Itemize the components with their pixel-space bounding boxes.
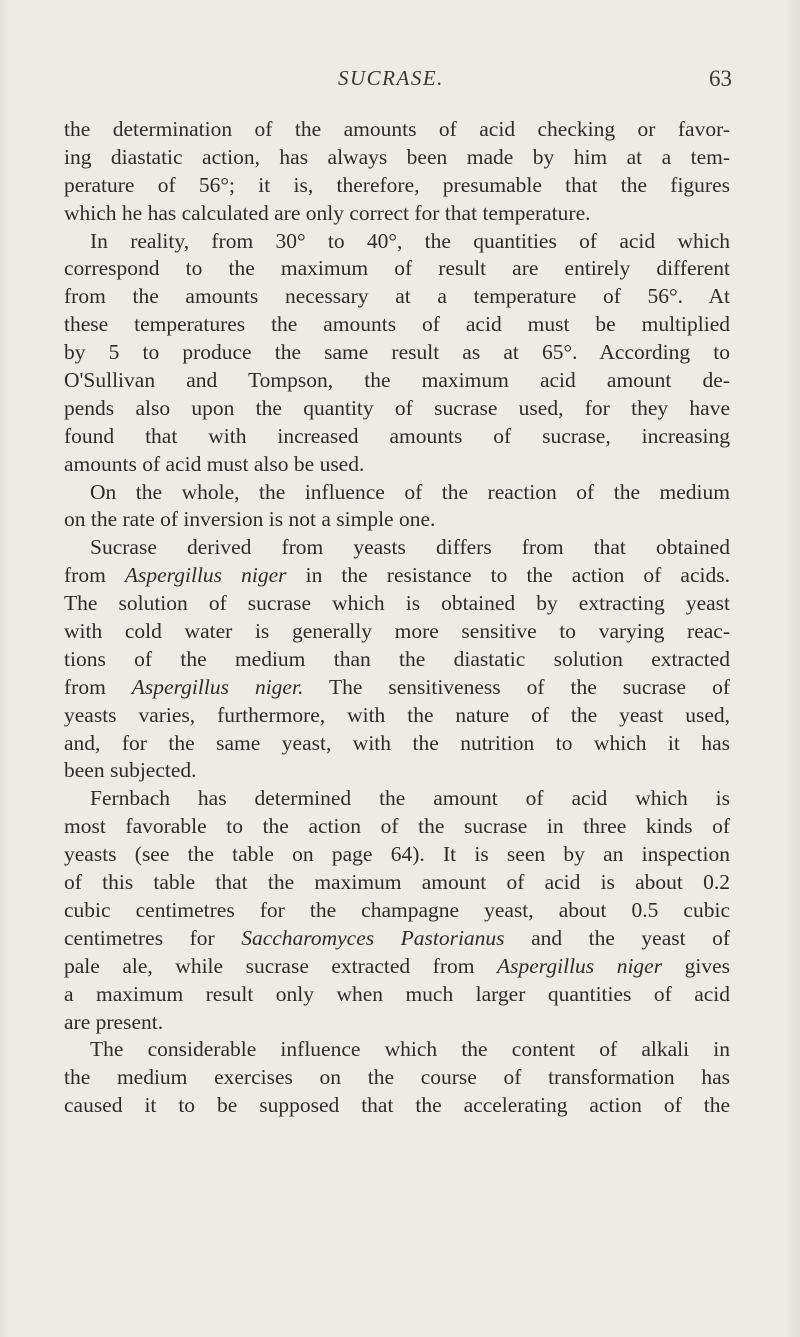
text-line — [64, 1064, 730, 1092]
text-line — [64, 228, 730, 256]
italic-text-segment: Aspergillus niger — [497, 953, 663, 978]
text-segment: which he has calculated are only correct for that temperature. — [64, 200, 591, 225]
text-segment: In reality, from 30° to 40°, the quantities of acid which — [90, 228, 730, 253]
text-segment: cubic centimetres for the champagne yeast, about 0.5 cubic — [64, 897, 730, 922]
text-segment: On the whole, the influence of the reaction of the medium — [90, 479, 730, 504]
text-segment: caused it to be supposed that the accelerating action of the — [64, 1093, 730, 1118]
text-segment: The sensitiveness of the sucrase of — [303, 674, 730, 699]
text-line — [64, 757, 730, 785]
text-line — [64, 200, 730, 228]
text-segment: The solution of sucrase which is obtained by extracting yeast — [64, 591, 730, 616]
text-segment: are present. — [64, 1009, 164, 1034]
text-line — [64, 534, 730, 562]
page-gutter-shadow — [0, 0, 10, 1337]
text-line — [64, 841, 730, 869]
text-segment: from the amounts necessary at a temperature of 56°. At — [64, 284, 730, 309]
text-line — [64, 925, 730, 953]
text-line — [64, 953, 730, 981]
text-segment: pends also upon the quantity of sucrase used, for they have — [64, 395, 730, 420]
text-line — [64, 730, 730, 758]
text-segment: from — [64, 563, 125, 588]
page-number: 63 — [709, 66, 732, 91]
text-segment: correspond to the maximum of result are entirely different — [64, 256, 730, 281]
text-segment: gives — [662, 953, 730, 978]
running-head — [0, 66, 800, 96]
text-segment: Fernbach has determined the amount of acid which is — [90, 786, 730, 811]
text-line — [64, 311, 730, 339]
text-segment: by 5 to produce the same result as at 65°. According to — [64, 340, 730, 365]
text-line — [64, 590, 730, 618]
text-line — [64, 618, 730, 646]
body-text — [64, 116, 730, 1120]
text-segment: The considerable influence which the content of alkali in — [90, 1037, 730, 1062]
text-line — [64, 1036, 730, 1064]
text-segment: most favorable to the action of the sucrase in three kinds of — [64, 814, 730, 839]
text-line — [64, 646, 730, 674]
text-line — [64, 116, 730, 144]
text-line — [64, 897, 730, 925]
text-segment: the medium exercises on the course of transformation has — [64, 1065, 730, 1090]
text-segment: O'Sullivan and Tompson, the maximum acid amount de- — [64, 368, 730, 393]
text-segment: the determination of the amounts of acid checking or favor- — [64, 117, 730, 141]
text-line — [64, 869, 730, 897]
text-line — [64, 1092, 730, 1120]
running-title: SUCRASE. — [338, 66, 444, 90]
text-line — [64, 255, 730, 283]
text-segment: pale ale, while sucrase extracted from — [64, 953, 498, 978]
italic-text-segment: Aspergillus niger. — [131, 674, 304, 699]
text-segment: Sucrase derived from yeasts differs from that obtained — [90, 535, 730, 560]
text-line — [64, 339, 730, 367]
text-line — [64, 144, 730, 172]
text-line — [64, 172, 730, 200]
text-segment: and the yeast of — [504, 925, 730, 950]
text-line — [64, 479, 730, 507]
text-segment: amounts of acid must also be used. — [64, 451, 365, 476]
text-line — [64, 423, 730, 451]
text-segment: perature of 56°; it is, therefore, presumable that the figures — [64, 172, 730, 197]
text-segment: yeasts varies, furthermore, with the nature of the yeast used, — [64, 702, 730, 727]
text-segment: centimetres for — [64, 925, 242, 950]
text-line — [64, 785, 730, 813]
text-line — [64, 813, 730, 841]
text-line — [64, 562, 730, 590]
text-segment: these temperatures the amounts of acid must be multiplied — [64, 312, 730, 337]
text-segment: and, for the same yeast, with the nutrition to which it has — [64, 730, 730, 755]
text-segment: from — [64, 674, 132, 699]
text-line — [64, 506, 730, 534]
text-line — [64, 674, 730, 702]
italic-text-segment: Saccharomyces Pastorianus — [241, 925, 505, 950]
text-line — [64, 981, 730, 1009]
text-segment: ing diastatic action, has always been made by him at a tem- — [64, 144, 730, 169]
text-line — [64, 1009, 730, 1037]
text-line — [64, 367, 730, 395]
text-line — [64, 451, 730, 479]
text-segment: on the rate of inversion is not a simple one. — [64, 507, 436, 532]
italic-text-segment: Aspergillus niger — [124, 563, 287, 588]
text-segment: been subjected. — [64, 758, 197, 783]
text-line — [64, 395, 730, 423]
text-segment: found that with increased amounts of sucrase, increasing — [64, 423, 730, 448]
text-segment: a maximum result only when much larger quantities of acid — [64, 981, 730, 1006]
page-edge-shadow — [786, 0, 800, 1337]
text-segment: yeasts (see the table on page 64). It is seen by an inspection — [64, 842, 730, 867]
text-segment: of this table that the maximum amount of acid is about 0.2 — [64, 870, 730, 895]
text-segment: in the resistance to the action of acids. — [286, 563, 730, 588]
text-segment: tions of the medium than the diastatic solution extracted — [64, 646, 730, 671]
text-line — [64, 283, 730, 311]
text-segment: with cold water is generally more sensitive to varying reac- — [64, 619, 730, 644]
text-line — [64, 702, 730, 730]
